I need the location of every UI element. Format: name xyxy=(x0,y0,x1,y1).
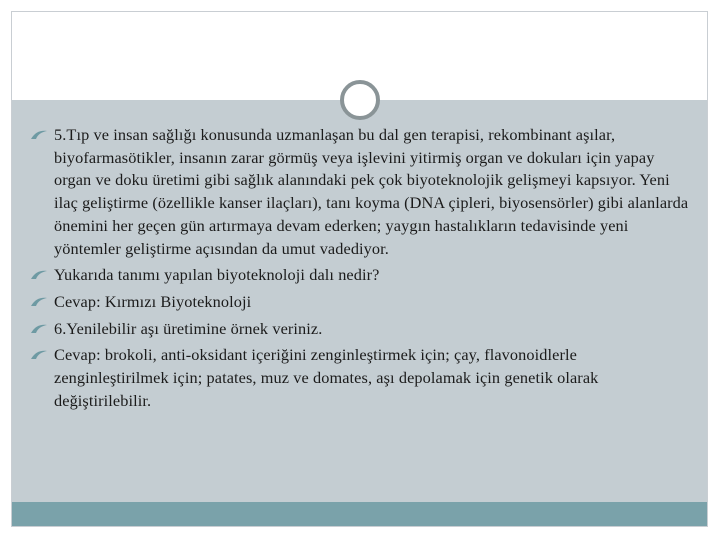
bullet-text: Cevap: Kırmızı Biyoteknoloji xyxy=(54,291,252,311)
swoosh-bullet-icon xyxy=(30,323,48,335)
swoosh-bullet-icon xyxy=(30,349,48,361)
bullet-text: 6.Yenilebilir aşı üretimine örnek veriniz. xyxy=(54,318,323,338)
bullet-text: Cevap: brokoli, anti-oksidant içeriğini zenginleştirmek için; çay, flavonoidlerle zenginleştirilmek için; patates, muz ve domates, aşı depolamak için genetik olarak değiştirilebilir. xyxy=(54,345,599,410)
bullet-item xyxy=(30,291,690,314)
bottom-band xyxy=(12,502,707,526)
bullet-text: Yukarıda tanımı yapılan biyoteknoloji dalı nedir? xyxy=(54,265,380,285)
divider-circle-ornament xyxy=(340,80,380,120)
bullet-item xyxy=(30,264,690,287)
bullet-item xyxy=(30,124,690,260)
swoosh-bullet-icon xyxy=(30,269,48,281)
bullet-list xyxy=(30,124,690,412)
swoosh-bullet-icon xyxy=(30,129,48,141)
bullet-item xyxy=(30,318,690,341)
bullet-text: 5.Tıp ve insan sağlığı konusunda uzmanlaşan bu dal gen terapisi, rekombinant aşılar, biyofarmasötikler, insanın zarar görmüş veya işlevini yitirmiş organ ve dokuları için yapay organ ve doku üretimi gibi sağlık alanındaki pek çok biyoteknolojik gelişmeyi kapsıyor. Yeni ilaç geliştirme (özellikle kanser ilaçları), tanı koyma (DNA çipleri, biyosensörler) gibi alanlarda önemini her geçen gün artırmaya devam ederken; yaygın hastalıkların tedavisinde yeni yöntemler geliştirme açısından da umut vadediyor. xyxy=(54,125,689,258)
bullet-item xyxy=(30,344,690,412)
swoosh-bullet-icon xyxy=(30,296,48,308)
